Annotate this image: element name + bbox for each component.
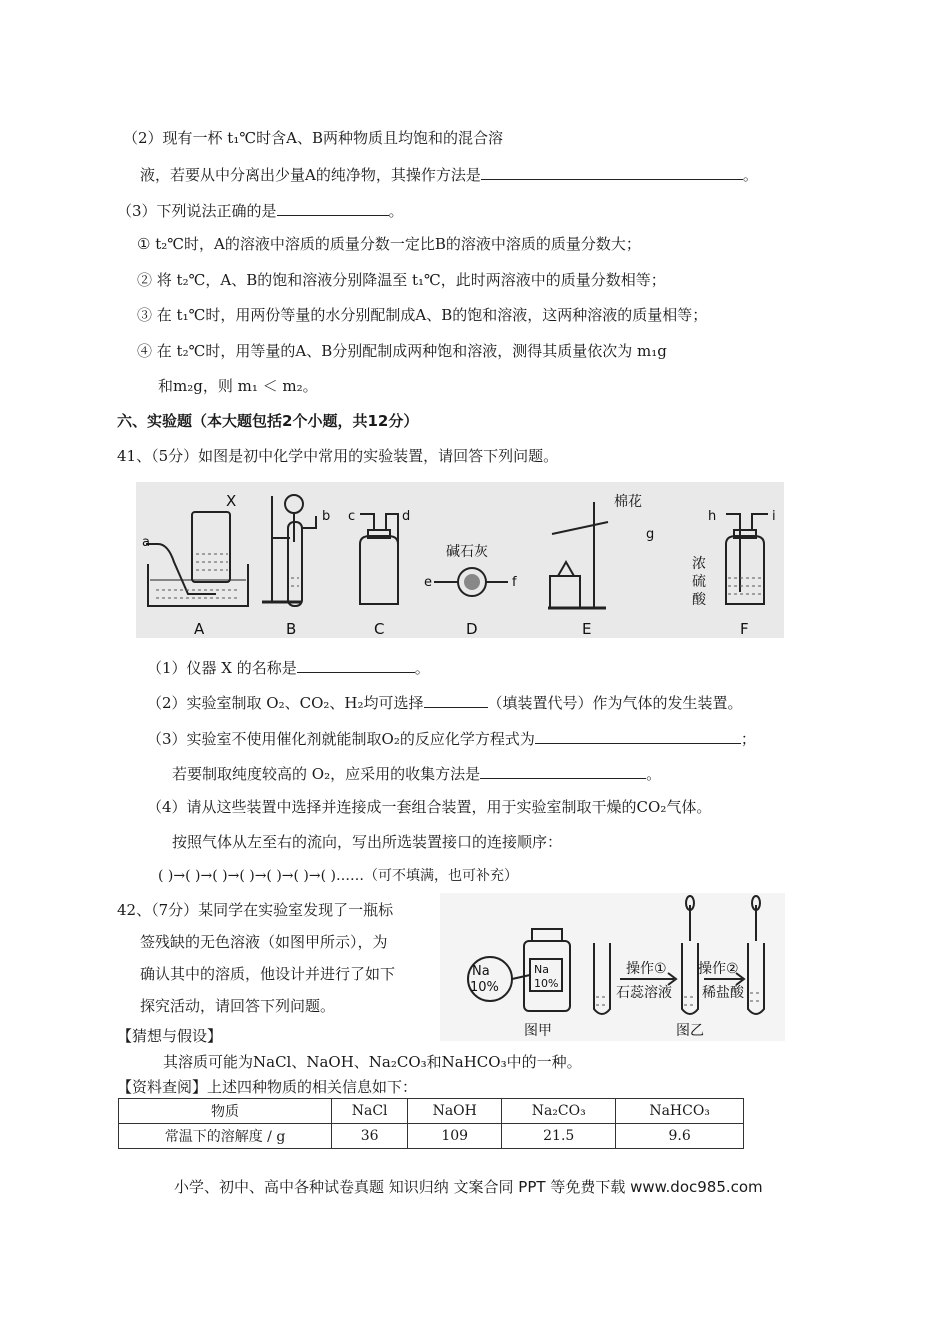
guess-text: 其溶质可能为NaCl、NaOH、Na₂CO₃和NaHCO₃中的一种。: [163, 1053, 582, 1071]
port-g: g: [646, 527, 655, 542]
table-header: NaCl: [332, 1099, 408, 1124]
q41-part3b-end: 。: [646, 765, 662, 783]
answer-blank[interactable]: [535, 727, 741, 744]
table-cell: 109: [408, 1124, 502, 1149]
circle-label-pct: 10%: [470, 980, 499, 995]
q42-line1: 42、（7分）某同学在实验室发现了一瓶标: [117, 901, 394, 919]
q40-part2-line2: [140, 163, 758, 185]
table-header: Na₂CO₃: [502, 1099, 616, 1124]
apparatus-diagram: [136, 482, 784, 638]
q40-part2-line1: （2）现有一杯 t₁℃时含A、B两种物质且均饱和的混合溶: [123, 129, 503, 147]
answer-blank[interactable]: [481, 163, 743, 180]
q40-option-1: ① t₂℃时，A的溶液中溶质的质量分数一定比B的溶液中溶质的质量分数大；: [137, 235, 641, 253]
label-c: C: [374, 620, 385, 638]
page-footer: 小学、初中、高中各种试卷真题 知识归纳 文案合同 PPT 等免费下载 www.doc985.com: [174, 1178, 763, 1196]
port-i: i: [772, 509, 776, 524]
q42-line4: 探究活动，请回答下列问题。: [140, 997, 336, 1015]
port-b: b: [322, 509, 331, 524]
section-title: 六、实验题（本大题包括2个小题，共12分）: [117, 412, 419, 430]
q41-part3: [147, 727, 756, 749]
label-soda-lime: 碱石灰: [446, 544, 488, 560]
guess-title: 【猜想与假设】: [117, 1027, 223, 1045]
q41-part3b-text: 若要制取纯度较高的 O₂，应采用的收集方法是: [172, 765, 481, 783]
label-acid-2: 硫: [692, 574, 706, 590]
label-x: X: [226, 492, 237, 510]
answer-blank[interactable]: [480, 762, 646, 779]
apparatus-figure: [136, 482, 784, 638]
q41-stem: 41、（5分）如图是初中化学中常用的实验装置，请回答下列问题。: [117, 447, 559, 465]
q40-part2-end: 。: [742, 166, 758, 184]
q42-line3: 确认其中的溶质，他设计并进行了如下: [140, 965, 396, 983]
q41-part3b: [172, 762, 661, 784]
table-cell: 36: [332, 1124, 408, 1149]
q40-option-4-cont: 和m₂g，则 m₁ ＜ m₂。: [158, 377, 318, 395]
operation-1-label: 操作①: [626, 961, 667, 977]
q41-part1-text: （1）仪器 X 的名称是: [147, 659, 297, 677]
circle-label-na: Na: [472, 964, 490, 979]
q41-part1: [147, 656, 430, 678]
bottle-label-na: Na: [534, 963, 549, 976]
table-header: 物质: [119, 1099, 332, 1124]
q41-part2: [147, 691, 743, 713]
label-b: B: [286, 620, 297, 638]
q40-part3: [117, 199, 404, 221]
port-f: f: [512, 575, 517, 590]
port-c: c: [348, 509, 356, 524]
answer-blank[interactable]: [424, 691, 488, 708]
label-acid-1: 浓: [692, 556, 706, 572]
q40-part3-end: 。: [388, 202, 404, 220]
operation-2-label: 操作②: [698, 961, 739, 977]
label-acid-3: 酸: [692, 592, 706, 608]
label-a: A: [194, 620, 205, 638]
q41-part3-text: （3）实验室不使用催化剂就能制取O₂的反应化学方程式为: [147, 730, 535, 748]
port-d: d: [402, 509, 411, 524]
solubility-table: [118, 1098, 744, 1149]
table-cell: 9.6: [616, 1124, 744, 1149]
table-row-label: 常温下的溶解度 / g: [119, 1124, 332, 1149]
experiment-figure: [440, 893, 785, 1041]
q40-part2-text: 液，若要从中分离出少量A的纯净物，其操作方法是: [140, 166, 481, 184]
table-cell: 21.5: [502, 1124, 616, 1149]
label-e: E: [582, 620, 592, 638]
q40-option-4: ④ 在 t₂℃时，用等量的A、B分别配制成两种饱和溶液，测得其质量依次为 m₁g: [137, 342, 667, 360]
port-a: a: [142, 535, 150, 550]
soda-lime-granules: [464, 574, 480, 590]
table-row: [119, 1124, 744, 1149]
reagent-2-label: 稀盐酸: [702, 985, 744, 1001]
label-f: F: [740, 620, 749, 638]
answer-blank[interactable]: [297, 656, 415, 673]
q40-option-3: ③ 在 t₁℃时，用两份等量的水分别配制成A、B的饱和溶液，这两种溶液的质量相等；: [137, 306, 708, 324]
port-e: e: [424, 575, 432, 590]
info-title: 【资料查阅】上述四种物质的相关信息如下：: [117, 1078, 418, 1096]
caption-figure-a: 图甲: [524, 1023, 552, 1039]
bottle-label-pct: 10%: [534, 977, 559, 990]
table-header: NaOH: [408, 1099, 502, 1124]
q40-part3-text: （3）下列说法正确的是: [117, 202, 277, 220]
answer-blank[interactable]: [277, 199, 389, 216]
q41-part1-end: 。: [414, 659, 430, 677]
q41-part2-text: （2）实验室制取 O₂、CO₂、H₂均可选择: [147, 694, 424, 712]
q41-part4: （4）请从这些装置中选择并连接成一套组合装置，用于实验室制取干燥的CO₂气体。: [147, 798, 712, 816]
q41-part2-end: （填装置代号）作为气体的发生装置。: [487, 694, 743, 712]
caption-figure-b: 图乙: [676, 1023, 704, 1039]
table-header-row: [119, 1099, 744, 1124]
label-d: D: [466, 620, 478, 638]
q41-part4b: 按照气体从左至右的流向，写出所选装置接口的连接顺序：: [172, 833, 563, 851]
table-header: NaHCO₃: [616, 1099, 744, 1124]
q40-option-2: ② 将 t₂℃，A、B的饱和溶液分别降温至 t₁℃，此时两溶液中的质量分数相等；: [137, 271, 666, 289]
port-h: h: [708, 509, 717, 524]
experiment-diagram: [440, 893, 785, 1041]
reagent-1-label: 石蕊溶液: [616, 985, 672, 1001]
q42-line2: 签残缺的无色溶液（如图甲所示），为: [140, 933, 388, 951]
q41-part3-end: ；: [740, 730, 756, 748]
q41-connection-order[interactable]: ( )→( )→( )→( )→( )→( )→( )……（可不填满，也可补充）: [158, 868, 519, 884]
label-cotton: 棉花: [614, 494, 642, 510]
